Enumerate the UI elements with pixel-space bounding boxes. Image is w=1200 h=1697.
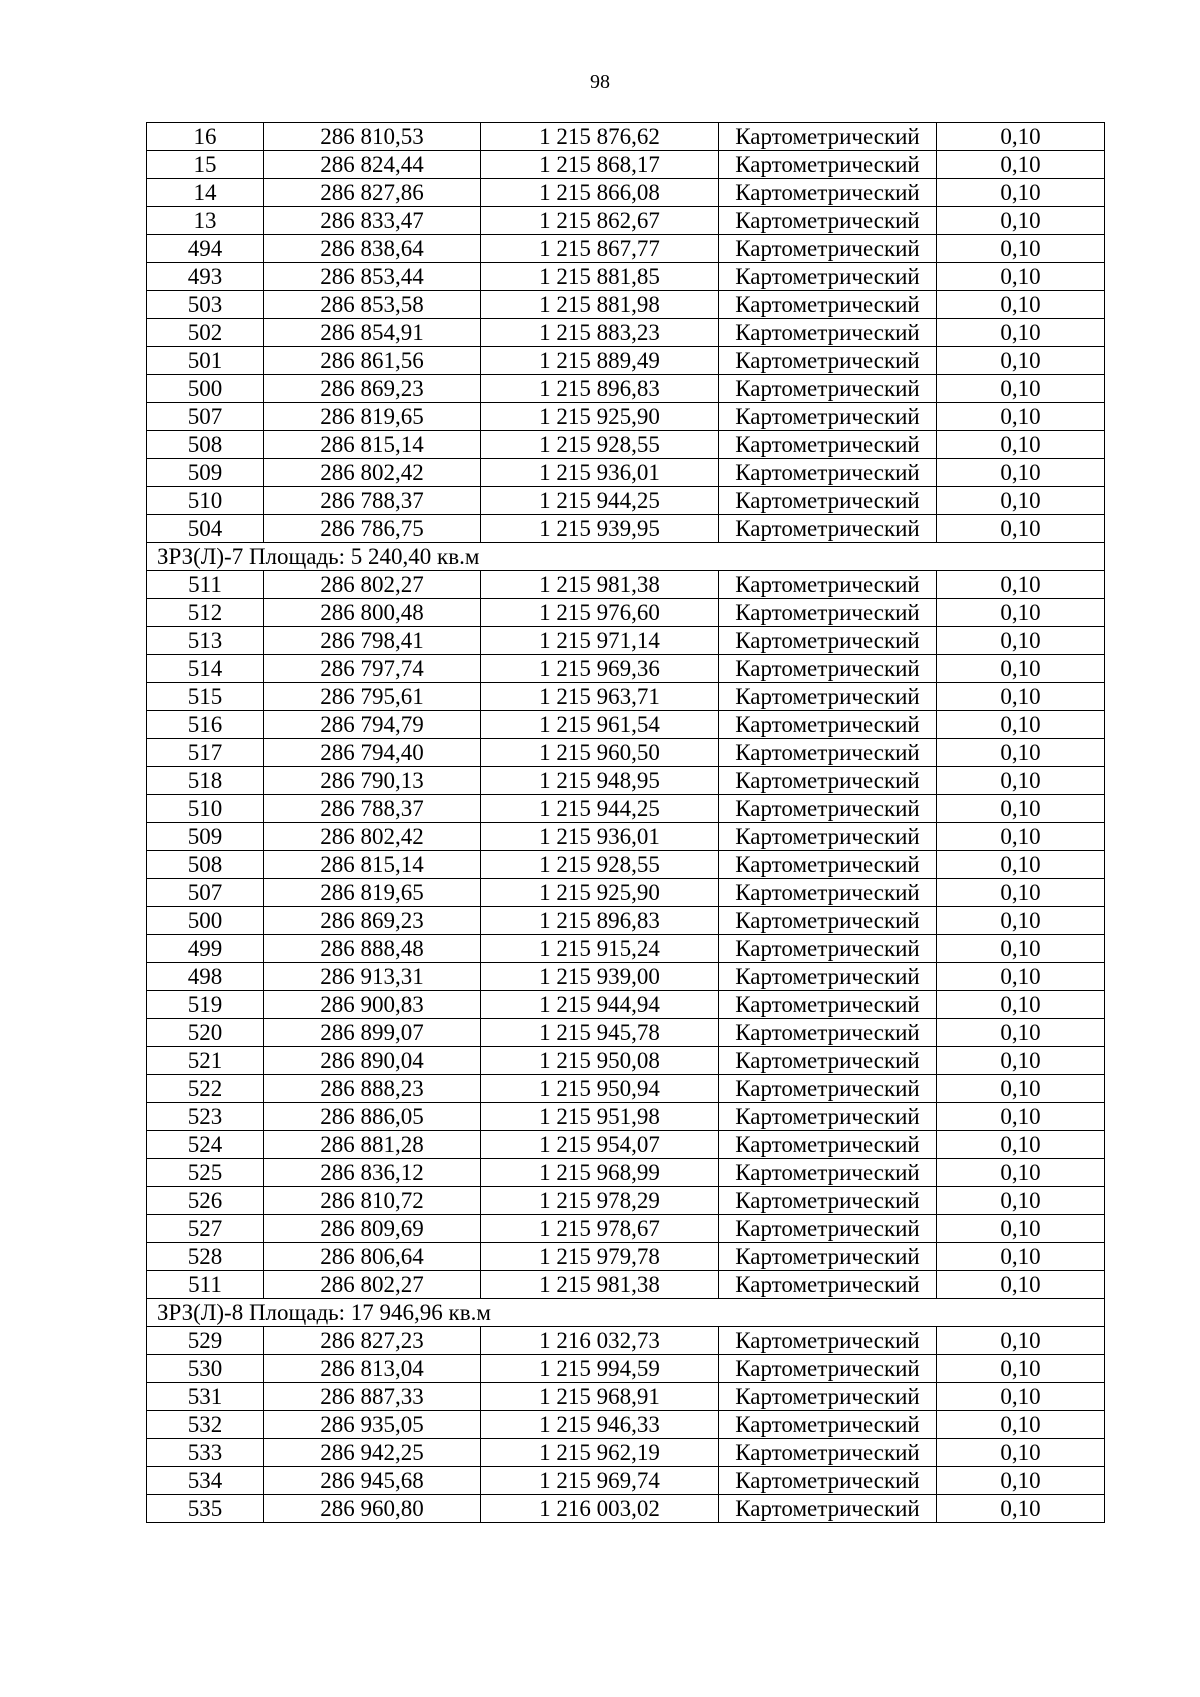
x-coordinate-cell: 286 824,44 (264, 151, 481, 179)
section-label: ЗРЗ(Л)-8 Площадь: 17 946,96 кв.м (147, 1299, 1105, 1327)
x-coordinate-cell: 286 853,58 (264, 291, 481, 319)
point-number-cell: 511 (147, 571, 264, 599)
y-coordinate-cell: 1 215 979,78 (481, 1243, 719, 1271)
point-number-cell: 523 (147, 1103, 264, 1131)
x-coordinate-cell: 286 788,37 (264, 795, 481, 823)
method-cell: Картометрический (719, 263, 937, 291)
point-number-cell: 532 (147, 1411, 264, 1439)
table-row (147, 767, 1105, 795)
accuracy-cell: 0,10 (937, 235, 1105, 263)
method-cell: Картометрический (719, 1103, 937, 1131)
accuracy-cell: 0,10 (937, 1047, 1105, 1075)
method-cell: Картометрический (719, 1047, 937, 1075)
section-label: ЗРЗ(Л)-7 Площадь: 5 240,40 кв.м (147, 543, 1105, 571)
accuracy-cell: 0,10 (937, 151, 1105, 179)
point-number-cell: 515 (147, 683, 264, 711)
y-coordinate-cell: 1 215 960,50 (481, 739, 719, 767)
x-coordinate-cell: 286 869,23 (264, 907, 481, 935)
y-coordinate-cell: 1 215 971,14 (481, 627, 719, 655)
table-row (147, 1467, 1105, 1495)
method-cell: Картометрический (719, 1019, 937, 1047)
x-coordinate-cell: 286 797,74 (264, 655, 481, 683)
point-number-cell: 502 (147, 319, 264, 347)
x-coordinate-cell: 286 869,23 (264, 375, 481, 403)
table-row (147, 1271, 1105, 1299)
x-coordinate-cell: 286 890,04 (264, 1047, 481, 1075)
accuracy-cell: 0,10 (937, 459, 1105, 487)
accuracy-cell: 0,10 (937, 739, 1105, 767)
table-row (147, 1047, 1105, 1075)
y-coordinate-cell: 1 215 981,38 (481, 1271, 719, 1299)
y-coordinate-cell: 1 216 003,02 (481, 1495, 719, 1523)
y-coordinate-cell: 1 215 969,36 (481, 655, 719, 683)
table-row (147, 907, 1105, 935)
accuracy-cell: 0,10 (937, 1103, 1105, 1131)
y-coordinate-cell: 1 215 950,94 (481, 1075, 719, 1103)
accuracy-cell: 0,10 (937, 963, 1105, 991)
table-row (147, 963, 1105, 991)
accuracy-cell: 0,10 (937, 347, 1105, 375)
table-row (147, 1131, 1105, 1159)
table-row (147, 683, 1105, 711)
accuracy-cell: 0,10 (937, 1019, 1105, 1047)
accuracy-cell: 0,10 (937, 123, 1105, 151)
y-coordinate-cell: 1 215 951,98 (481, 1103, 719, 1131)
method-cell: Картометрический (719, 459, 937, 487)
x-coordinate-cell: 286 815,14 (264, 431, 481, 459)
method-cell: Картометрический (719, 1355, 937, 1383)
method-cell: Картометрический (719, 1383, 937, 1411)
coordinates-table-body (147, 123, 1105, 1523)
method-cell: Картометрический (719, 235, 937, 263)
section-header-row (147, 1299, 1105, 1327)
table-row (147, 431, 1105, 459)
point-number-cell: 503 (147, 291, 264, 319)
table-row (147, 711, 1105, 739)
y-coordinate-cell: 1 215 862,67 (481, 207, 719, 235)
point-number-cell: 507 (147, 879, 264, 907)
accuracy-cell: 0,10 (937, 1439, 1105, 1467)
coordinates-table (146, 122, 1105, 1523)
table-row (147, 991, 1105, 1019)
table-row (147, 235, 1105, 263)
y-coordinate-cell: 1 215 968,99 (481, 1159, 719, 1187)
accuracy-cell: 0,10 (937, 403, 1105, 431)
table-row (147, 627, 1105, 655)
point-number-cell: 516 (147, 711, 264, 739)
y-coordinate-cell: 1 215 925,90 (481, 879, 719, 907)
point-number-cell: 504 (147, 515, 264, 543)
point-number-cell: 517 (147, 739, 264, 767)
point-number-cell: 509 (147, 459, 264, 487)
point-number-cell: 512 (147, 599, 264, 627)
accuracy-cell: 0,10 (937, 655, 1105, 683)
table-row (147, 291, 1105, 319)
accuracy-cell: 0,10 (937, 879, 1105, 907)
method-cell: Картометрический (719, 123, 937, 151)
accuracy-cell: 0,10 (937, 1411, 1105, 1439)
point-number-cell: 524 (147, 1131, 264, 1159)
y-coordinate-cell: 1 215 968,91 (481, 1383, 719, 1411)
table-row (147, 655, 1105, 683)
y-coordinate-cell: 1 215 963,71 (481, 683, 719, 711)
x-coordinate-cell: 286 827,23 (264, 1327, 481, 1355)
accuracy-cell: 0,10 (937, 627, 1105, 655)
point-number-cell: 521 (147, 1047, 264, 1075)
y-coordinate-cell: 1 215 868,17 (481, 151, 719, 179)
accuracy-cell: 0,10 (937, 683, 1105, 711)
x-coordinate-cell: 286 836,12 (264, 1159, 481, 1187)
method-cell: Картометрический (719, 1075, 937, 1103)
point-number-cell: 508 (147, 431, 264, 459)
y-coordinate-cell: 1 215 928,55 (481, 851, 719, 879)
table-row (147, 1215, 1105, 1243)
method-cell: Картометрический (719, 375, 937, 403)
point-number-cell: 533 (147, 1439, 264, 1467)
x-coordinate-cell: 286 886,05 (264, 1103, 481, 1131)
x-coordinate-cell: 286 794,40 (264, 739, 481, 767)
method-cell: Картометрический (719, 571, 937, 599)
method-cell: Картометрический (719, 627, 937, 655)
y-coordinate-cell: 1 215 954,07 (481, 1131, 719, 1159)
x-coordinate-cell: 286 887,33 (264, 1383, 481, 1411)
point-number-cell: 514 (147, 655, 264, 683)
method-cell: Картометрический (719, 907, 937, 935)
table-row (147, 1243, 1105, 1271)
x-coordinate-cell: 286 802,42 (264, 459, 481, 487)
x-coordinate-cell: 286 786,75 (264, 515, 481, 543)
accuracy-cell: 0,10 (937, 1495, 1105, 1523)
accuracy-cell: 0,10 (937, 1355, 1105, 1383)
table-row (147, 879, 1105, 907)
point-number-cell: 511 (147, 1271, 264, 1299)
point-number-cell: 507 (147, 403, 264, 431)
method-cell: Картометрический (719, 963, 937, 991)
accuracy-cell: 0,10 (937, 375, 1105, 403)
y-coordinate-cell: 1 215 881,85 (481, 263, 719, 291)
table-row (147, 179, 1105, 207)
point-number-cell: 499 (147, 935, 264, 963)
table-row (147, 375, 1105, 403)
table-row (147, 487, 1105, 515)
method-cell: Картометрический (719, 599, 937, 627)
table-row (147, 459, 1105, 487)
x-coordinate-cell: 286 913,31 (264, 963, 481, 991)
point-number-cell: 520 (147, 1019, 264, 1047)
point-number-cell: 16 (147, 123, 264, 151)
accuracy-cell: 0,10 (937, 1327, 1105, 1355)
method-cell: Картометрический (719, 823, 937, 851)
table-row (147, 1495, 1105, 1523)
section-header-row (147, 543, 1105, 571)
point-number-cell: 522 (147, 1075, 264, 1103)
y-coordinate-cell: 1 215 939,95 (481, 515, 719, 543)
y-coordinate-cell: 1 215 925,90 (481, 403, 719, 431)
accuracy-cell: 0,10 (937, 767, 1105, 795)
y-coordinate-cell: 1 215 961,54 (481, 711, 719, 739)
accuracy-cell: 0,10 (937, 1075, 1105, 1103)
x-coordinate-cell: 286 838,64 (264, 235, 481, 263)
method-cell: Картометрический (719, 767, 937, 795)
point-number-cell: 493 (147, 263, 264, 291)
accuracy-cell: 0,10 (937, 711, 1105, 739)
x-coordinate-cell: 286 861,56 (264, 347, 481, 375)
x-coordinate-cell: 286 795,61 (264, 683, 481, 711)
method-cell: Картометрический (719, 879, 937, 907)
table-row (147, 319, 1105, 347)
accuracy-cell: 0,10 (937, 487, 1105, 515)
y-coordinate-cell: 1 215 939,00 (481, 963, 719, 991)
y-coordinate-cell: 1 215 936,01 (481, 823, 719, 851)
accuracy-cell: 0,10 (937, 599, 1105, 627)
point-number-cell: 519 (147, 991, 264, 1019)
point-number-cell: 510 (147, 487, 264, 515)
table-row (147, 1439, 1105, 1467)
table-row (147, 1355, 1105, 1383)
method-cell: Картометрический (719, 487, 937, 515)
point-number-cell: 500 (147, 907, 264, 935)
y-coordinate-cell: 1 215 976,60 (481, 599, 719, 627)
table-row (147, 851, 1105, 879)
method-cell: Картометрический (719, 1187, 937, 1215)
x-coordinate-cell: 286 888,23 (264, 1075, 481, 1103)
table-row (147, 403, 1105, 431)
page-number: 98 (590, 71, 610, 93)
method-cell: Картометрический (719, 1411, 937, 1439)
y-coordinate-cell: 1 215 981,38 (481, 571, 719, 599)
point-number-cell: 508 (147, 851, 264, 879)
point-number-cell: 529 (147, 1327, 264, 1355)
method-cell: Картометрический (719, 319, 937, 347)
point-number-cell: 534 (147, 1467, 264, 1495)
y-coordinate-cell: 1 215 896,83 (481, 375, 719, 403)
y-coordinate-cell: 1 215 944,25 (481, 487, 719, 515)
table-row (147, 515, 1105, 543)
y-coordinate-cell: 1 215 944,25 (481, 795, 719, 823)
point-number-cell: 525 (147, 1159, 264, 1187)
accuracy-cell: 0,10 (937, 1383, 1105, 1411)
method-cell: Картометрический (719, 431, 937, 459)
table-row (147, 263, 1105, 291)
y-coordinate-cell: 1 215 969,74 (481, 1467, 719, 1495)
accuracy-cell: 0,10 (937, 795, 1105, 823)
method-cell: Картометрический (719, 207, 937, 235)
point-number-cell: 528 (147, 1243, 264, 1271)
accuracy-cell: 0,10 (937, 1131, 1105, 1159)
accuracy-cell: 0,10 (937, 1215, 1105, 1243)
table-row (147, 347, 1105, 375)
point-number-cell: 498 (147, 963, 264, 991)
point-number-cell: 509 (147, 823, 264, 851)
accuracy-cell: 0,10 (937, 207, 1105, 235)
x-coordinate-cell: 286 819,65 (264, 879, 481, 907)
x-coordinate-cell: 286 900,83 (264, 991, 481, 1019)
y-coordinate-cell: 1 215 948,95 (481, 767, 719, 795)
method-cell: Картометрический (719, 151, 937, 179)
y-coordinate-cell: 1 215 889,49 (481, 347, 719, 375)
point-number-cell: 14 (147, 179, 264, 207)
accuracy-cell: 0,10 (937, 935, 1105, 963)
method-cell: Картометрический (719, 1439, 937, 1467)
table-row (147, 1103, 1105, 1131)
table-row (147, 599, 1105, 627)
accuracy-cell: 0,10 (937, 319, 1105, 347)
x-coordinate-cell: 286 802,27 (264, 571, 481, 599)
table-row (147, 1383, 1105, 1411)
x-coordinate-cell: 286 899,07 (264, 1019, 481, 1047)
x-coordinate-cell: 286 815,14 (264, 851, 481, 879)
x-coordinate-cell: 286 802,42 (264, 823, 481, 851)
y-coordinate-cell: 1 215 945,78 (481, 1019, 719, 1047)
accuracy-cell: 0,10 (937, 851, 1105, 879)
point-number-cell: 526 (147, 1187, 264, 1215)
x-coordinate-cell: 286 935,05 (264, 1411, 481, 1439)
table-row (147, 1159, 1105, 1187)
accuracy-cell: 0,10 (937, 263, 1105, 291)
y-coordinate-cell: 1 215 928,55 (481, 431, 719, 459)
method-cell: Картометрический (719, 347, 937, 375)
x-coordinate-cell: 286 810,53 (264, 123, 481, 151)
method-cell: Картометрический (719, 1243, 937, 1271)
x-coordinate-cell: 286 790,13 (264, 767, 481, 795)
accuracy-cell: 0,10 (937, 1271, 1105, 1299)
accuracy-cell: 0,10 (937, 1243, 1105, 1271)
x-coordinate-cell: 286 788,37 (264, 487, 481, 515)
method-cell: Картометрический (719, 683, 937, 711)
y-coordinate-cell: 1 215 946,33 (481, 1411, 719, 1439)
accuracy-cell: 0,10 (937, 291, 1105, 319)
method-cell: Картометрический (719, 991, 937, 1019)
x-coordinate-cell: 286 888,48 (264, 935, 481, 963)
x-coordinate-cell: 286 813,04 (264, 1355, 481, 1383)
x-coordinate-cell: 286 819,65 (264, 403, 481, 431)
y-coordinate-cell: 1 215 962,19 (481, 1439, 719, 1467)
x-coordinate-cell: 286 809,69 (264, 1215, 481, 1243)
y-coordinate-cell: 1 215 978,67 (481, 1215, 719, 1243)
x-coordinate-cell: 286 798,41 (264, 627, 481, 655)
accuracy-cell: 0,10 (937, 571, 1105, 599)
y-coordinate-cell: 1 215 994,59 (481, 1355, 719, 1383)
method-cell: Картометрический (719, 1271, 937, 1299)
point-number-cell: 518 (147, 767, 264, 795)
table-row (147, 123, 1105, 151)
x-coordinate-cell: 286 853,44 (264, 263, 481, 291)
y-coordinate-cell: 1 215 944,94 (481, 991, 719, 1019)
y-coordinate-cell: 1 215 978,29 (481, 1187, 719, 1215)
method-cell: Картометрический (719, 403, 937, 431)
point-number-cell: 527 (147, 1215, 264, 1243)
y-coordinate-cell: 1 215 896,83 (481, 907, 719, 935)
table-row (147, 1327, 1105, 1355)
method-cell: Картометрический (719, 515, 937, 543)
x-coordinate-cell: 286 854,91 (264, 319, 481, 347)
method-cell: Картометрический (719, 711, 937, 739)
method-cell: Картометрический (719, 739, 937, 767)
table-row (147, 739, 1105, 767)
point-number-cell: 513 (147, 627, 264, 655)
accuracy-cell: 0,10 (937, 823, 1105, 851)
y-coordinate-cell: 1 215 876,62 (481, 123, 719, 151)
method-cell: Картометрический (719, 655, 937, 683)
x-coordinate-cell: 286 810,72 (264, 1187, 481, 1215)
method-cell: Картометрический (719, 1467, 937, 1495)
x-coordinate-cell: 286 794,79 (264, 711, 481, 739)
method-cell: Картометрический (719, 1327, 937, 1355)
y-coordinate-cell: 1 215 883,23 (481, 319, 719, 347)
table-row (147, 795, 1105, 823)
y-coordinate-cell: 1 215 915,24 (481, 935, 719, 963)
y-coordinate-cell: 1 215 881,98 (481, 291, 719, 319)
method-cell: Картометрический (719, 1131, 937, 1159)
point-number-cell: 510 (147, 795, 264, 823)
point-number-cell: 501 (147, 347, 264, 375)
y-coordinate-cell: 1 215 867,77 (481, 235, 719, 263)
x-coordinate-cell: 286 960,80 (264, 1495, 481, 1523)
x-coordinate-cell: 286 942,25 (264, 1439, 481, 1467)
y-coordinate-cell: 1 215 950,08 (481, 1047, 719, 1075)
y-coordinate-cell: 1 215 936,01 (481, 459, 719, 487)
method-cell: Картометрический (719, 1159, 937, 1187)
table-row (147, 1187, 1105, 1215)
point-number-cell: 530 (147, 1355, 264, 1383)
accuracy-cell: 0,10 (937, 1159, 1105, 1187)
table-row (147, 823, 1105, 851)
table-row (147, 571, 1105, 599)
accuracy-cell: 0,10 (937, 991, 1105, 1019)
y-coordinate-cell: 1 216 032,73 (481, 1327, 719, 1355)
table-row (147, 1019, 1105, 1047)
point-number-cell: 535 (147, 1495, 264, 1523)
accuracy-cell: 0,10 (937, 179, 1105, 207)
accuracy-cell: 0,10 (937, 1187, 1105, 1215)
table-row (147, 1411, 1105, 1439)
accuracy-cell: 0,10 (937, 515, 1105, 543)
point-number-cell: 531 (147, 1383, 264, 1411)
x-coordinate-cell: 286 833,47 (264, 207, 481, 235)
table-row (147, 1075, 1105, 1103)
point-number-cell: 13 (147, 207, 264, 235)
table-row (147, 207, 1105, 235)
method-cell: Картометрический (719, 935, 937, 963)
method-cell: Картометрический (719, 179, 937, 207)
table-row (147, 151, 1105, 179)
x-coordinate-cell: 286 881,28 (264, 1131, 481, 1159)
table-row (147, 935, 1105, 963)
method-cell: Картометрический (719, 291, 937, 319)
x-coordinate-cell: 286 802,27 (264, 1271, 481, 1299)
method-cell: Картометрический (719, 851, 937, 879)
point-number-cell: 15 (147, 151, 264, 179)
method-cell: Картометрический (719, 795, 937, 823)
x-coordinate-cell: 286 806,64 (264, 1243, 481, 1271)
point-number-cell: 500 (147, 375, 264, 403)
method-cell: Картометрический (719, 1215, 937, 1243)
method-cell: Картометрический (719, 1495, 937, 1523)
point-number-cell: 494 (147, 235, 264, 263)
x-coordinate-cell: 286 945,68 (264, 1467, 481, 1495)
x-coordinate-cell: 286 800,48 (264, 599, 481, 627)
y-coordinate-cell: 1 215 866,08 (481, 179, 719, 207)
x-coordinate-cell: 286 827,86 (264, 179, 481, 207)
accuracy-cell: 0,10 (937, 431, 1105, 459)
accuracy-cell: 0,10 (937, 907, 1105, 935)
accuracy-cell: 0,10 (937, 1467, 1105, 1495)
